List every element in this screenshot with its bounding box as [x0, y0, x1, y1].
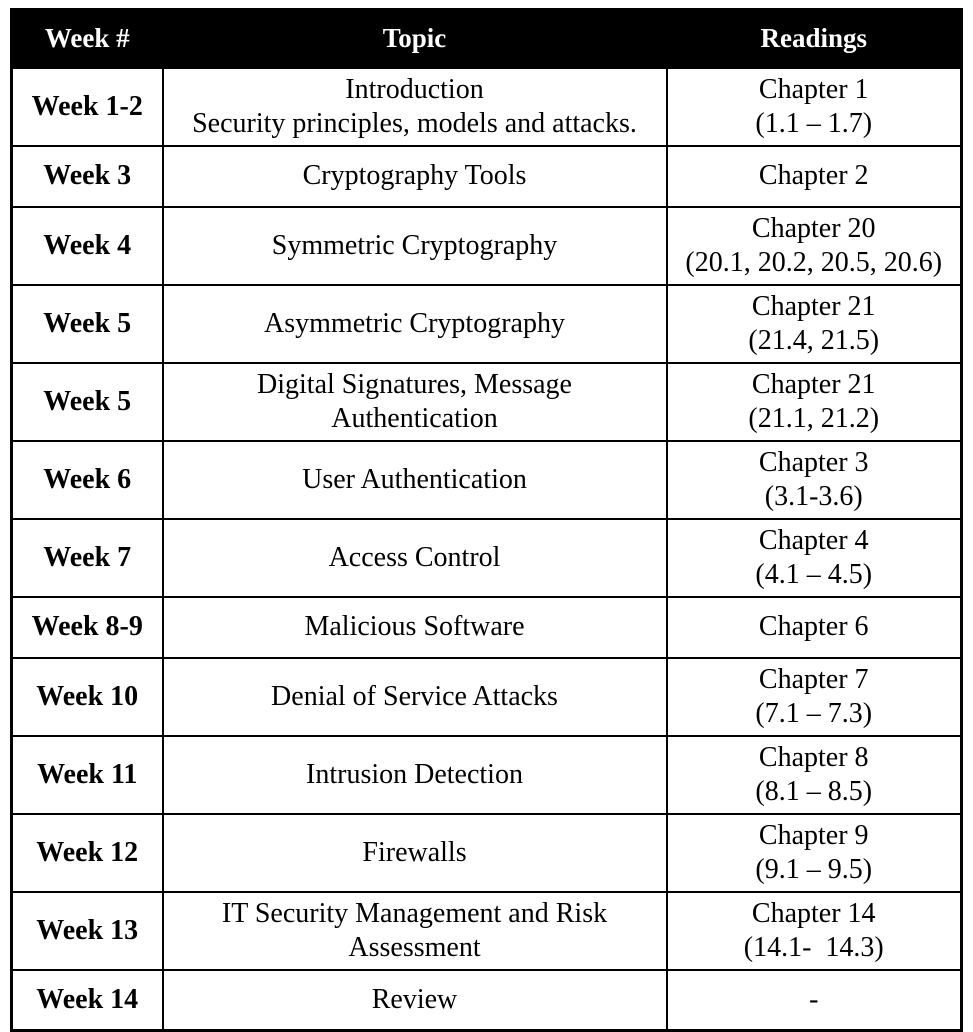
- readings-cell: -: [667, 970, 962, 1031]
- week-cell: Week 3: [12, 146, 163, 207]
- topic-cell: Firewalls: [163, 814, 667, 892]
- topic-cell: Denial of Service Attacks: [163, 658, 667, 736]
- readings-cell: Chapter 21 (21.4, 21.5): [667, 285, 962, 363]
- topic-cell: Symmetric Cryptography: [163, 207, 667, 285]
- week-cell: Week 6: [12, 441, 163, 519]
- week-cell: Week 14: [12, 970, 163, 1031]
- schedule-row: [12, 736, 962, 814]
- week-cell: Week 12: [12, 814, 163, 892]
- header-row: [12, 10, 962, 68]
- schedule-row: [12, 658, 962, 736]
- topic-cell: Malicious Software: [163, 597, 667, 658]
- week-cell: Week 10: [12, 658, 163, 736]
- week-cell: Week 7: [12, 519, 163, 597]
- topic-cell: IT Security Management and Risk Assessment: [163, 892, 667, 970]
- readings-cell: Chapter 7 (7.1 – 7.3): [667, 658, 962, 736]
- week-cell: Week 5: [12, 363, 163, 441]
- schedule-row: [12, 146, 962, 207]
- schedule-row: [12, 970, 962, 1031]
- topic-cell: Intrusion Detection: [163, 736, 667, 814]
- week-cell: Week 11: [12, 736, 163, 814]
- schedule-row: [12, 285, 962, 363]
- column-header-topic: Topic: [163, 10, 667, 68]
- readings-cell: Chapter 4 (4.1 – 4.5): [667, 519, 962, 597]
- week-cell: Week 1-2: [12, 68, 163, 146]
- week-cell: Week 8-9: [12, 597, 163, 658]
- readings-cell: Chapter 1 (1.1 – 1.7): [667, 68, 962, 146]
- readings-cell: Chapter 6: [667, 597, 962, 658]
- readings-cell: Chapter 3 (3.1-3.6): [667, 441, 962, 519]
- schedule-row: [12, 363, 962, 441]
- topic-cell: Access Control: [163, 519, 667, 597]
- week-cell: Week 13: [12, 892, 163, 970]
- schedule-row: [12, 207, 962, 285]
- topic-cell: Digital Signatures, Message Authentication: [163, 363, 667, 441]
- schedule-row: [12, 68, 962, 146]
- readings-cell: Chapter 14 (14.1- 14.3): [667, 892, 962, 970]
- readings-cell: Chapter 20 (20.1, 20.2, 20.5, 20.6): [667, 207, 962, 285]
- topic-cell: User Authentication: [163, 441, 667, 519]
- readings-cell: Chapter 21 (21.1, 21.2): [667, 363, 962, 441]
- readings-cell: Chapter 2: [667, 146, 962, 207]
- topic-cell: Review: [163, 970, 667, 1031]
- schedule-table-container: [10, 8, 973, 1032]
- schedule-row: [12, 597, 962, 658]
- topic-cell: Asymmetric Cryptography: [163, 285, 667, 363]
- topic-cell: Cryptography Tools: [163, 146, 667, 207]
- topic-cell: Introduction Security principles, models and attacks.: [163, 68, 667, 146]
- readings-cell: Chapter 8 (8.1 – 8.5): [667, 736, 962, 814]
- schedule-row: [12, 441, 962, 519]
- course-schedule-table: [10, 8, 963, 1032]
- readings-cell: Chapter 9 (9.1 – 9.5): [667, 814, 962, 892]
- column-header-readings: Readings: [667, 10, 962, 68]
- week-cell: Week 4: [12, 207, 163, 285]
- week-cell: Week 5: [12, 285, 163, 363]
- schedule-row: [12, 519, 962, 597]
- schedule-row: [12, 892, 962, 970]
- column-header-week: Week #: [12, 10, 163, 68]
- schedule-row: [12, 814, 962, 892]
